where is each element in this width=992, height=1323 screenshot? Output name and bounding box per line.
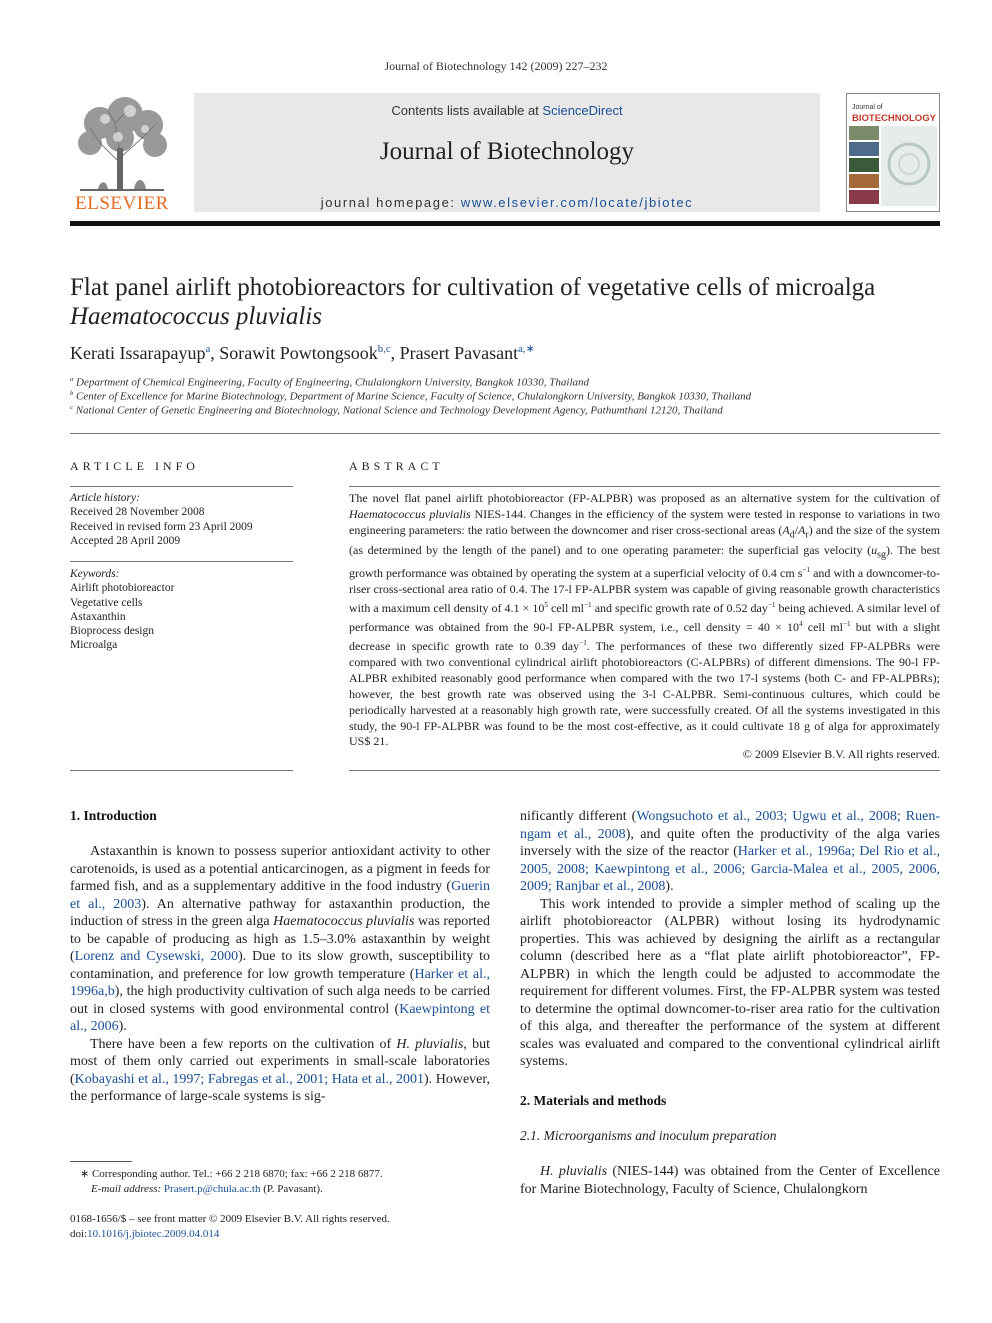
affiliation-text: Center of Excellence for Marine Biotechnology, Department of Marine Science, Faculty of Science, Chulalongkorn University, Bangkok 10330, Thailand [76,390,752,403]
divider [70,561,293,562]
homepage-label: journal homepage: [320,195,461,210]
subsection-heading: 2.1. Microorganisms and inoculum preparation [520,1128,777,1143]
affiliation-text: Department of Chemical Engineering, Faculty of Engineering, Chulalongkorn University, Bangkok 10330, Thailand [76,376,590,389]
doi-label: doi: [70,1227,88,1240]
email-line [80,1182,490,1197]
journal-homepage [194,195,820,210]
footnote-rule [70,1161,132,1162]
keyword: Astaxanthin [70,610,126,623]
author-name[interactable]: Prasert Pavasant [399,343,519,363]
abstract-heading: ABSTRACT [349,459,444,473]
email-link[interactable]: Prasert.p@chula.ac.th [163,1182,261,1195]
methods-text: H. pluvialis (NIES-144) was obtained from the Center of Excellence for Marine Biotechnology, Faculty of Science, Chulalongkorn [520,1164,940,1197]
history-entry: Received in revised form 23 April 2009 [70,520,253,533]
keyword: Bioprocess design [70,625,155,638]
keyword: Vegetative cells [70,596,143,609]
abstract-body: The novel flat panel airlift photobioreactor (FP-ALPBR) was proposed as an alternative system for the cultivation of Haematococcus pluvialis NIES-144. Changes in the efficiency of the system were tested in response to variations in two engineering parameters: the ratio between the downcomer and riser cross-sectional areas $(A_d/A_r)$ and the size of the system (as determined by the length of the panel) and to one operating parameter: the superficial gas velocity $(u_{sg})$. The best growth performance was obtained by operating the system at a superficial velocity of 0.4 cm $s^{-1}$ and with a downcomer-to-riser cross-sectional area ratio of 0.4. The 17-l FP-ALPBR system was capable of giving reasonable growth characteristics with a maximum cell density of $4.1 \times 10^5$ cell $ml^{-1}$ and specific growth rate of 0.52 day$^{-1}$ being achieved. A similar level of performance was obtained from the 90-l FP-ALPBR system, i.e., cell density = $40 \times 10^4$ cell $ml^{-1}$ but with a slight decrease in specific growth rate to 0.39 day$^{-1}$. The performances of these two differently sized FP-ALPBRs were compared with two conventional cylindrical airlift photobioreactors (C-ALPBRs) of different dimensions. The 90-l FP-ALPBR exhibited reasonably good performance when compared with the two 17-l systems (both C- and FP-ALPBRs); however, the best growth rate was observed using the 3-l C-ALPBR. Semi-continuous cultures, which could be periodically harvested at a reasonably high growth rate, were successfully created. Of all the systems investigated in this study, the 90-l FP-ALPBR was found to be the most cost-effective, as it could cultivate 18 g of alga for approximately US$ 21. [349,491,941,749]
email-label: E-mail address: [91,1182,162,1195]
author-affiliation-mark[interactable]: a [205,343,211,355]
keywords-label: Keywords: [70,568,120,580]
intro-text-continued: nificantly different (Wongsuchoto et al., 2003; Ugwu et al., 2008; Ruen-ngam et al., 2008), and quite often the productivity of the alga varies inversely with the size of the reactor (Harker et al., 1996a; Del Rio et al., 2005, 2008; Kaewpintong et al., 2006; Garcia-Malea et al., 2005, 2006, 2009; Ranjbar et al., 2008). This work intended to provide a simpler method of scaling up the airlift photobioreactor (ALPBR) without losing its hydrodynamic properties. This was achieved by designing the airlift as a rectangular column (described here as a “flat plate airlift photobioreactor”, FP-ALPBR) in which the length could be adjusted to accommodate the requirement for different volumes. First, the FP-ALPBR system was tested to determine the optimal downcomer-to-riser area ratio for the cultivation of this alga, and thereafter the performance of the system at different scales was evaluated and compared to the conventional cylindrical airlift systems. [520,809,940,1069]
article-history [70,491,293,548]
author-name[interactable]: Kerati Issarapayup [70,343,206,363]
keyword: Microalga [70,639,118,652]
email-suffix: (P. Pavasant). [260,1182,323,1195]
publication-info [70,1212,490,1241]
intro-text: Astaxanthin is known to possess superior antioxidant activity to other carotenoids, is used as a potential anticarcinogen, as a pigment in feeds for farmed fish, and as a supplementary additive in the food industry (Guerin et al., 2003). An alternative pathway for astaxanthin production, the induction of stress in the green alga Haematococcus pluvialis was reported to be capable of producing as high as 1.5–3.0% astaxanthin by weight (Lorenz and Cysewski, 2000). Due to its slow growth, susceptibility to contamination, and preference for low growth temperature (Harker et al., 1996a,b), the high productivity cultivation of such alga needs to be carried out in closed systems with good environmental control (Kaewpintong et al., 2006). There have been a few reports on the cultivation of H. pluvialis, but most of them only carried out experiments in small-scale laboratories (Kobayashi et al., 1997; Fabregas et al., 2001; Hata et al., 2001). However, the performance of large-scale systems is sig- [70,844,491,1104]
divider [349,770,940,771]
article-info-heading: ARTICLE INFO [70,459,199,473]
elsevier-wordmark: ELSEVIER [75,193,169,214]
history-label: Article history: [70,492,140,504]
running-header: Journal of Biotechnology 142 (2009) 227–232 [384,59,608,73]
homepage-link[interactable]: www.elsevier.com/locate/jbiotec [460,195,694,210]
affiliation-text: National Center of Genetic Engineering and Biotechnology, National Science and Technology Development Agency, Pathumthani 12120, Thailand [75,404,723,417]
contents-line [194,103,820,118]
divider [70,770,293,771]
author-list: Kerati Issarapayup$^a$, Sorawit Powtongsook$^{b,c}$, Prasert Pavasant$^{a,∗}$ [70,343,535,363]
doi-link[interactable]: 10.1016/j.jbiotec.2009.04.014 [87,1227,220,1240]
affiliation [70,376,940,389]
divider [70,486,293,487]
affiliation-mark: c [70,404,73,411]
keyword: Airlift photobioreactor [70,582,175,595]
citation-link[interactable]: Kobayashi et al., 1997; Fabregas et al., 2001; Hata et al., 2001 [74,1071,425,1087]
citation-link[interactable]: Wongsuchoto et al., 2003; Ugwu et al., 2008; Ruen-ngam et al., 2008 [520,809,940,842]
sciencedirect-link[interactable]: ScienceDirect [542,103,623,118]
author-name[interactable]: Sorawit Powtongsook [219,343,378,363]
header-rule [70,221,940,226]
cover-line1: Journal of [852,104,883,111]
citation-link[interactable]: Kaewpintong et al., 2006 [70,1001,491,1034]
author-affiliation-mark[interactable]: a,∗ [518,343,535,355]
section-heading: 2. Materials and methods [520,1093,667,1108]
affiliation-mark: a [70,376,74,383]
article-title [70,273,940,331]
footnote [80,1167,490,1196]
author-affiliation-mark[interactable]: b,c [377,343,391,355]
cover-image-icon [847,94,939,211]
history-entry: Accepted 28 April 2009 [70,534,181,547]
citation-link[interactable]: Harker et al., 1996a,b [70,966,490,999]
copyright-notice: © 2009 Elsevier B.V. All rights reserved. [742,747,940,761]
title-line2: Haematococcus pluvialis [70,303,323,330]
journal-cover[interactable] [846,93,940,212]
contents-prefix: Contents lists available at [391,103,543,118]
citation-link[interactable]: Guerin et al., 2003 [70,879,490,912]
affiliation [70,390,940,403]
journal-title: Journal of Biotechnology [379,138,635,165]
citation-link[interactable]: Harker et al., 1996a; Del Rio et al., 2005, 2008; Kaewpintong et al., 2006; Garcia-Malea et al., 2005, 2006, 2009; Ranjbar et al., 2008 [520,844,940,894]
doi-line [70,1227,490,1242]
elsevier-logo[interactable] [70,93,174,214]
title-line1: Flat panel airlift photobioreactors for cultivation of vegetative cells of microalga [70,274,876,301]
corresponding-author: ∗ Corresponding author. Tel.: +66 2 218 6870; fax: +66 2 218 6877. [80,1168,383,1180]
section-heading: 1. Introduction [70,808,157,823]
affiliation [70,404,940,417]
citation-link[interactable]: Lorenz and Cysewski, 2000 [74,949,239,964]
issn-line: 0168-1656/$ – see front matter © 2009 Elsevier B.V. All rights reserved. [70,1213,390,1225]
history-entry: Received 28 November 2008 [70,506,205,519]
divider [349,486,940,487]
keywords [70,567,293,653]
cover-line2: BIOTECHNOLOGY [852,113,936,124]
affiliation-mark: b [70,390,74,397]
divider [70,433,940,434]
